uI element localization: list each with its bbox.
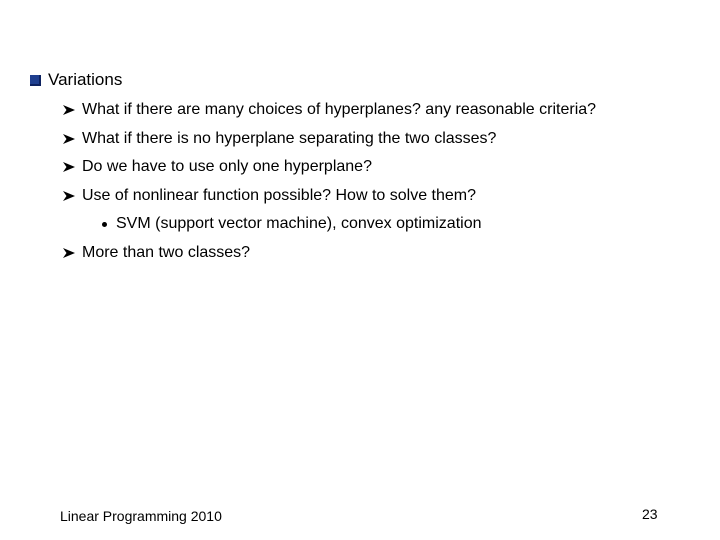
list-item [62,96,596,125]
list-item [62,125,596,154]
list-item-text: Do we have to use only one hyperplane? [82,158,372,176]
list-item-text: Use of nonlinear function possible? How to solve them? [82,186,476,204]
heading-variations [30,70,122,90]
page-number: 23 [642,506,658,522]
list-item-text: More than two classes? [82,243,251,261]
list-item [62,182,596,211]
list-item-text: What if there are many choices of hyperplanes? any reasonable criteria? [82,101,597,119]
dot-bullet-icon [102,222,107,227]
heading-text: Variations [48,70,123,89]
arrow-bullet-icon [62,160,76,174]
list-item [62,239,596,268]
list-item [62,153,596,182]
arrow-bullet-icon [62,132,76,146]
bullet-list [62,96,596,267]
list-item-text: SVM (support vector machine), convex optimization [116,215,482,233]
list-item-text: What if there is no hyperplane separating the two classes? [82,129,497,147]
list-item [62,210,596,239]
footer-title: Linear Programming 2010 [60,508,222,524]
arrow-bullet-icon [62,103,76,117]
square-bullet-icon [30,75,41,86]
arrow-bullet-icon [62,246,76,260]
arrow-bullet-icon [62,189,76,203]
